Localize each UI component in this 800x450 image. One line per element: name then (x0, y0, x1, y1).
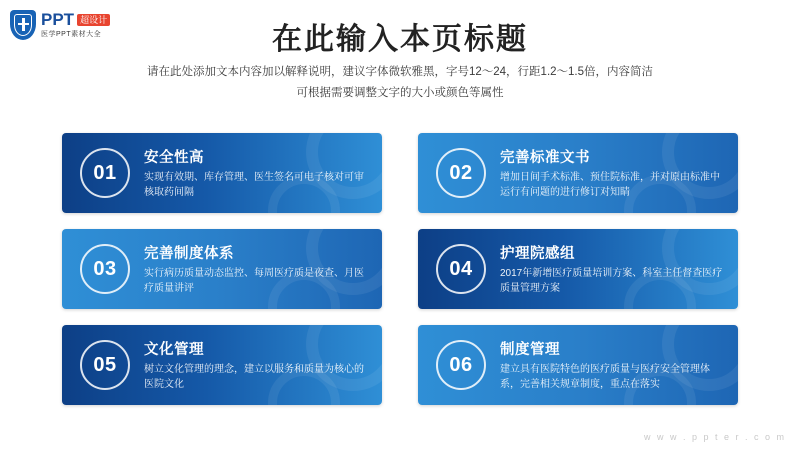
page-subtitle (0, 62, 800, 104)
card-number-badge: 06 (436, 340, 486, 390)
card-text (500, 146, 725, 200)
card-title: 安全性高 (144, 150, 204, 166)
card-item-01[interactable] (62, 133, 382, 213)
card-description: 实行病历质量动态监控、每周医疗质是夜查、月医疗质量讲评 (144, 268, 364, 294)
card-text (144, 146, 369, 200)
card-number-badge: 05 (80, 340, 130, 390)
card-description: 实现有效期、库存管理、医生签名可电子核对可审核取药间隔 (144, 172, 364, 198)
card-description: 2017年新增医疗质量培训方案、科室主任督查医疗 质量管理方案 (500, 268, 723, 294)
logo-brand-name: PPT (41, 9, 75, 29)
card-title: 完善标准文书 (500, 150, 590, 166)
card-title: 完善制度体系 (144, 246, 234, 262)
card-title: 护理院感组 (500, 246, 575, 262)
logo-badge: 超设计 (77, 14, 110, 26)
card-item-03[interactable] (62, 229, 382, 309)
logo-subtitle: 医学PPT素材大全 (41, 30, 102, 38)
cards-grid (62, 133, 738, 405)
card-item-06[interactable] (418, 325, 738, 405)
subtitle-line-2: 可根据需要调整文字的大小或颜色等属性 (296, 87, 504, 99)
footer-watermark: w w w . p p t e r . c o m (643, 432, 786, 442)
card-number-badge: 04 (436, 244, 486, 294)
card-item-05[interactable] (62, 325, 382, 405)
card-item-02[interactable] (418, 133, 738, 213)
card-description: 增加日间手术标准、预住院标准，并对原由标准中运行有问题的进行修订对知睛 (500, 172, 720, 198)
subtitle-line-1: 请在此处添加文本内容加以解释说明，建议字体微软雅黑，字号12～24，行距1.2～1.5倍，内容简洁 (146, 66, 654, 78)
card-title: 制度管理 (500, 342, 560, 358)
card-number-badge: 03 (80, 244, 130, 294)
card-text (500, 338, 725, 392)
card-number-badge: 01 (80, 148, 130, 198)
card-text (144, 242, 369, 296)
card-description: 树立文化管理的理念，建立以服务和质量为核心的医院文化 (144, 364, 364, 390)
card-description: 建立具有医院特色的医疗质量与医疗安全管理体系，完善相关规章制度，重点在落实 (500, 364, 710, 390)
card-number-badge: 02 (436, 148, 486, 198)
page-title: 在此输入本页标题 (272, 23, 528, 56)
card-text (500, 242, 725, 296)
card-item-04[interactable] (418, 229, 738, 309)
card-text (144, 338, 369, 392)
card-title: 文化管理 (144, 342, 204, 358)
